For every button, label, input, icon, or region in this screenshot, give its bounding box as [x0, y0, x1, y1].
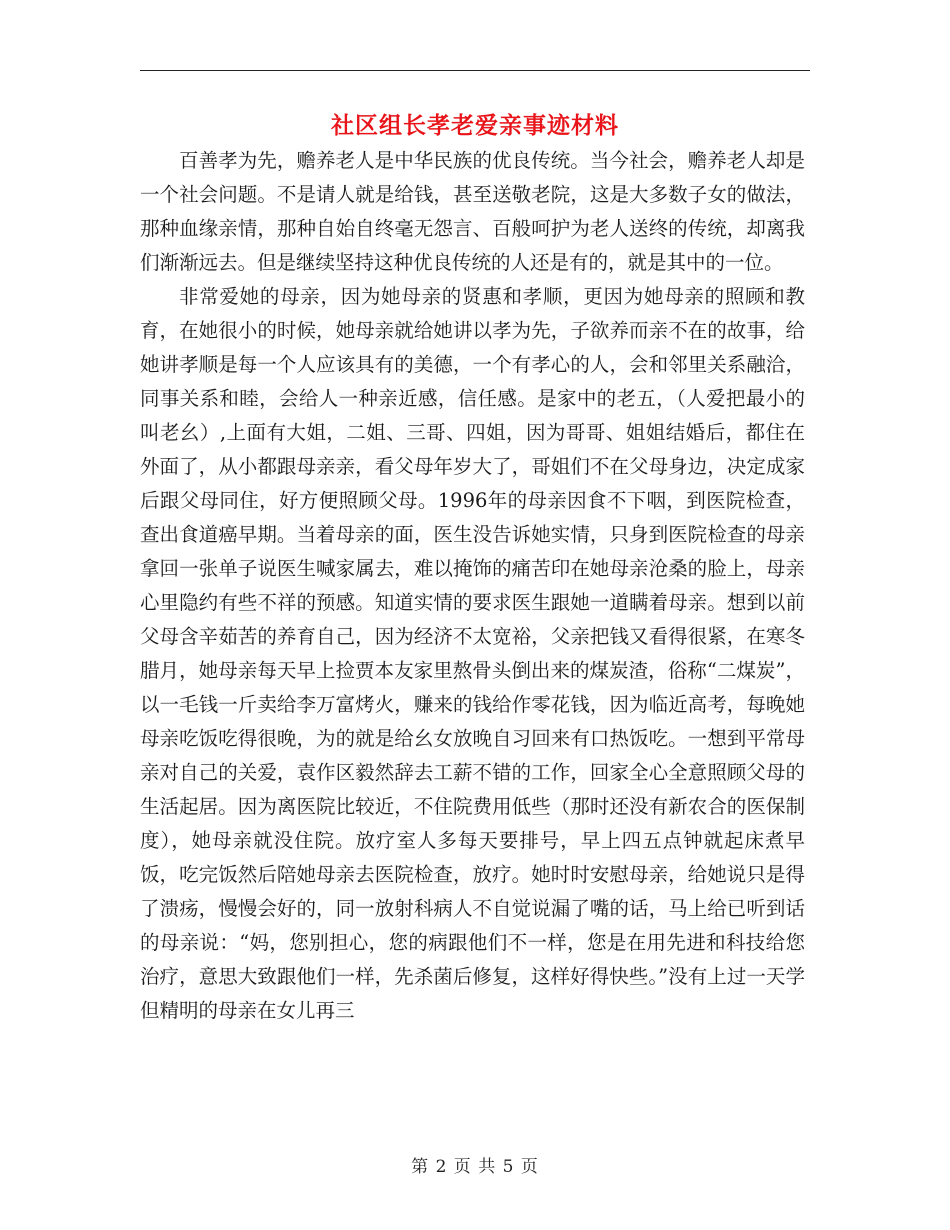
page-footer: 第 2 页 共 5 页 — [411, 1157, 539, 1177]
paragraph-1: 百善孝为先，赡养老人是中华民族的优良传统。当今社会，赡养老人却是一个社会问题。不是请人就是给钱，甚至送敬老院，这是大多数子女的做法，那种血缘亲情，那种自始自终毫无怨言、百般呵护为老人送终的传统，却离我们渐渐远去。但是继续坚持这种优良传统的人还是有的，就是其中的一位。 — [140, 149, 805, 274]
paragraph-2: 非常爱她的母亲，因为她母亲的贤惠和孝顺，更因为她母亲的照顾和教育，在她很小的时候，她母亲就给她讲以孝为先，子欲养而亲不在的故事，给她讲孝顺是每一个人应该具有的美德，一个有孝心的人，会和邻里关系融洽，同事关系和睦，会给人一种亲近感，信任感。是家中的老五，（人爱把最小的叫老幺）,上面有大姐，二姐、三哥、四姐，因为哥哥、姐姐结婚后，都住在外面了，从小都跟母亲亲，看父母年岁大了，哥姐们不在父母身边，决定成家后跟父母同住，好方便照顾父母。1996年的母亲因食不下咽，到医院检查，查出食道癌早期。当着母亲的面，医生没告诉她实情，只身到医院检查的母亲拿回一张单子说医生喊家属去，难以掩饰的痛苦印在她母亲沧桑的脸上，母亲心里隐约有些不祥的预感。知道实情的要求医生跟她一道瞒着母亲。想到以前父母含辛茹苦的养育自己，因为经济不太宽裕，父亲把钱又看得很紧，在寒冬腊月，她母亲每天早上捡贾本友家里熬骨头倒出来的煤炭渣，俗称“二煤炭”，以一毛钱一斤卖给李万富烤火，赚来的钱给作零花钱，因为临近高考，每晚她母亲吃饭吃得很晚，为的就是给幺女放晚自习回来有口热饭吃。一想到平常母亲对自己的关爱，袁作区毅然辞去工薪不错的工作，回家全心全意照顾父母的生活起居。因为离医院比较近，不住院费用低些（那时还没有新农合的医保制度），她母亲就没住院。放疗室人多每天要排号，早上四五点钟就起床煮早饭，吃完饭然后陪她母亲去医院检查，放疗。她时时安慰母亲，给她说只是得了溃疡，慢慢会好的，同一放射科病人不自觉说漏了嘴的话，马上给已听到话的母亲说：“妈，您别担心，您的病跟他们不一样，您是在用先进和科技给您治疗，意思大致跟他们一样，先杀菌后修复，这样好得快些。”没有上过一天学但精明的母亲在女儿再三 — [140, 285, 805, 1022]
header-rule — [140, 70, 810, 71]
document-title: 社区组长孝老爱亲事迹材料 — [331, 112, 619, 139]
document-body — [140, 144, 805, 1028]
